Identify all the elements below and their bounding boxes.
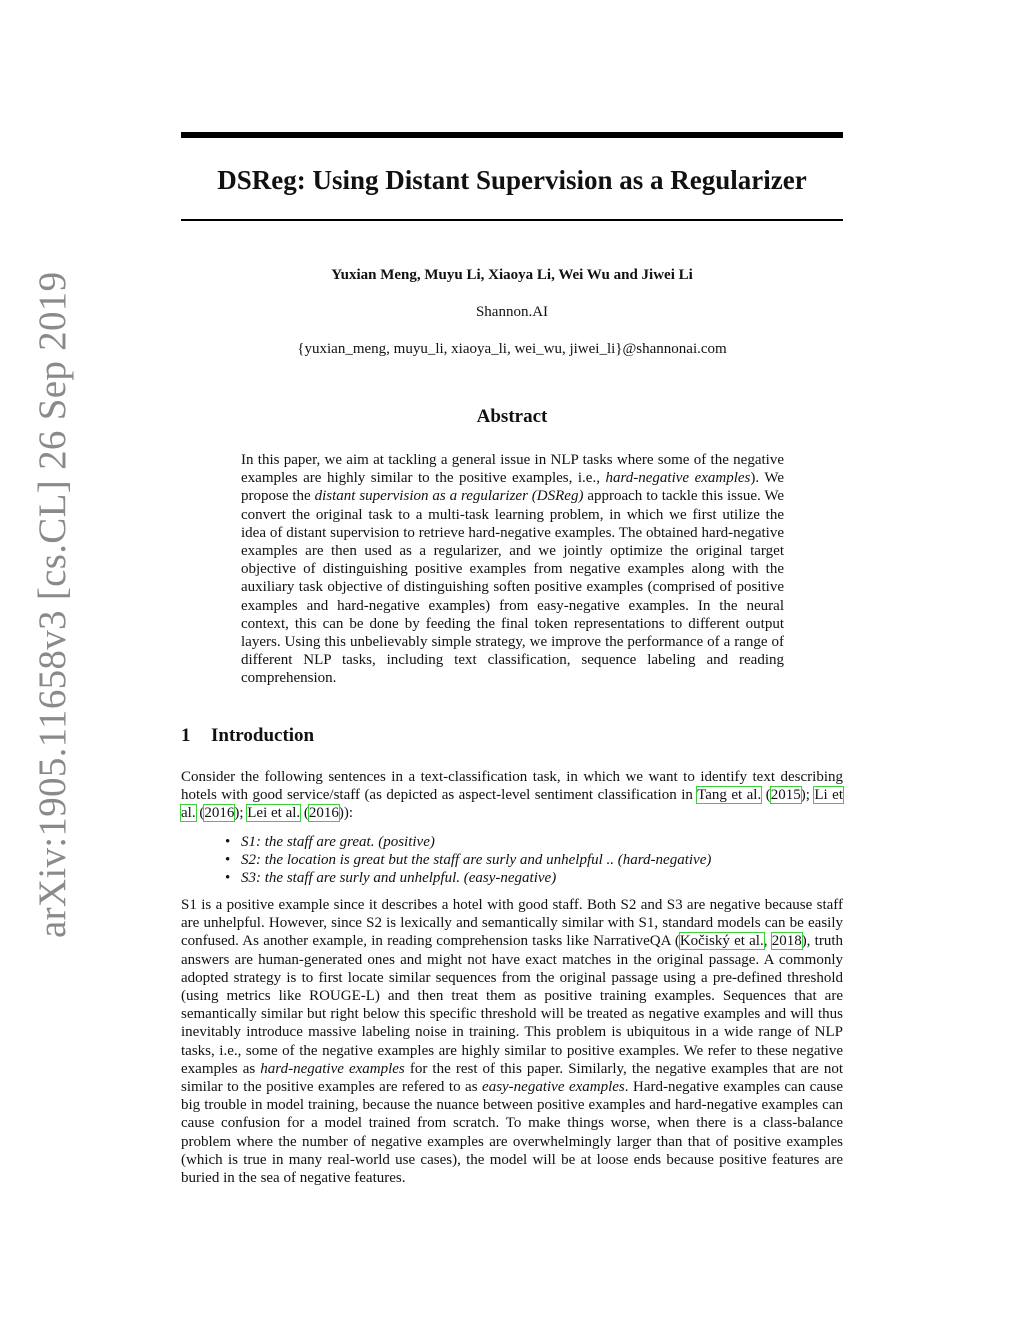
author-emails: {yuxian_meng, muyu_li, xiaoya_li, wei_wu, jiwei_li}@shannonai.com [297, 341, 727, 357]
citation-link[interactable]: Kočiský et al. [679, 933, 764, 950]
citation-year-link[interactable]: 2016 [204, 805, 235, 822]
abstract-body: In this paper, we aim at tackling a general issue in NLP tasks where some of the negative examples are highly similar to the positive examples, i.e., hard-negative examples). We propose the distant supervision as a regularizer (DSReg) approach to tackle this issue. We convert the original task to a multi-task learning problem, in which we first utilize the idea of distant supervision to retrieve hard-negative examples. The obtained hard-negative examples are then used as a regularizer, and we jointly optimize the original target objective of distinguishing positive examples from negative examples along with the auxiliary task objective of distinguishing soften positive examples (comprised of positive examples and hard-negative examples) from easy-negative examples. In the neural context, this can be done by feeding the final token representations to different output layers. Using this unbelievably simple strategy, we improve the performance of a range of different NLP tasks, including text classification, sequence labeling and reading comprehension. [241, 452, 784, 687]
section-heading-introduction [181, 725, 314, 747]
citation-year-link[interactable]: 2016 [308, 805, 339, 822]
arxiv-stamp: arXiv:1905.11658v3 [cs.CL] 26 Sep 2019 [31, 271, 74, 938]
affiliation: Shannon.AI [475, 304, 549, 320]
abstract-heading: Abstract [476, 406, 548, 427]
paper-title: DSReg: Using Distant Supervision as a Regularizer [217, 165, 807, 195]
list-item: • S2: the location is great but the staff are surly and unhelpful .. (hard-negative) [225, 851, 711, 869]
title-rule-top [181, 132, 843, 138]
title-rule-bottom [181, 219, 843, 221]
citation-link[interactable]: Lei et al. [247, 805, 301, 822]
section-title: Introduction [211, 725, 315, 746]
citation-link[interactable]: Tang et al. [697, 787, 762, 804]
intro-paragraph-2: S1 is a positive example since it describes a hotel with good staff. Both S2 and S3 are negative because staff are unhelpful. However, since S2 is lexically and semantically similar with S1, standard models can be easily confused. As another example, in reading comprehension tasks like NarrativeQA (Kočiský et al., 2018), truth answers are human-generated ones and might not have exact matches in the original passage. A commonly adopted strategy is to first locate similar sequences from the original passage using a pre-defined threshold (using metrics like ROUGE-L) and then treat them as positive training examples. Sequences that are semantically similar but right below this specific threshold will be treated as negative examples and will thus inevitably introduce massive labeling noise in training. This problem is ubiquitous in a wide range of NLP tasks, i.e., some of the negative examples are highly similar to positive examples. We refer to these negative examples as hard-negative examples for the rest of this paper. Similarly, the negative examples that are not similar to the positive examples are refered to as easy-negative examples. Hard-negative examples can cause big trouble in model training, because the nuance between positive examples and hard-negative examples can cause confusion for a model trained from scratch. To make things worse, when there is a class-balance problem where the number of negative examples are overwhelmingly larger than that of positive examples (which is true in many real-world use cases), the model will be at loose ends because positive features are buried in the sea of negative features. [181, 897, 844, 1187]
list-item: • S1: the staff are great. (positive) [225, 833, 711, 851]
section-number: 1 [181, 725, 191, 746]
citation-link[interactable]: Li et al. [181, 787, 844, 822]
example-sentence-list [225, 833, 711, 888]
list-item: • S3: the staff are surly and unhelpful. (easy-negative) [225, 869, 711, 887]
citation-year-link[interactable]: 2018 [771, 933, 802, 950]
author-list: Yuxian Meng, Muyu Li, Xiaoya Li, Wei Wu and Jiwei Li [331, 267, 693, 283]
citation-year-link[interactable]: 2015 [770, 787, 801, 804]
intro-paragraph-1: Consider the following sentences in a text-classification task, in which we want to identify text describing hotels with good service/staff (as depicted as aspect-level sentiment classification in Tang et al. (2015); Li et al. (2016); Lei et al. (2016)): [181, 769, 844, 822]
